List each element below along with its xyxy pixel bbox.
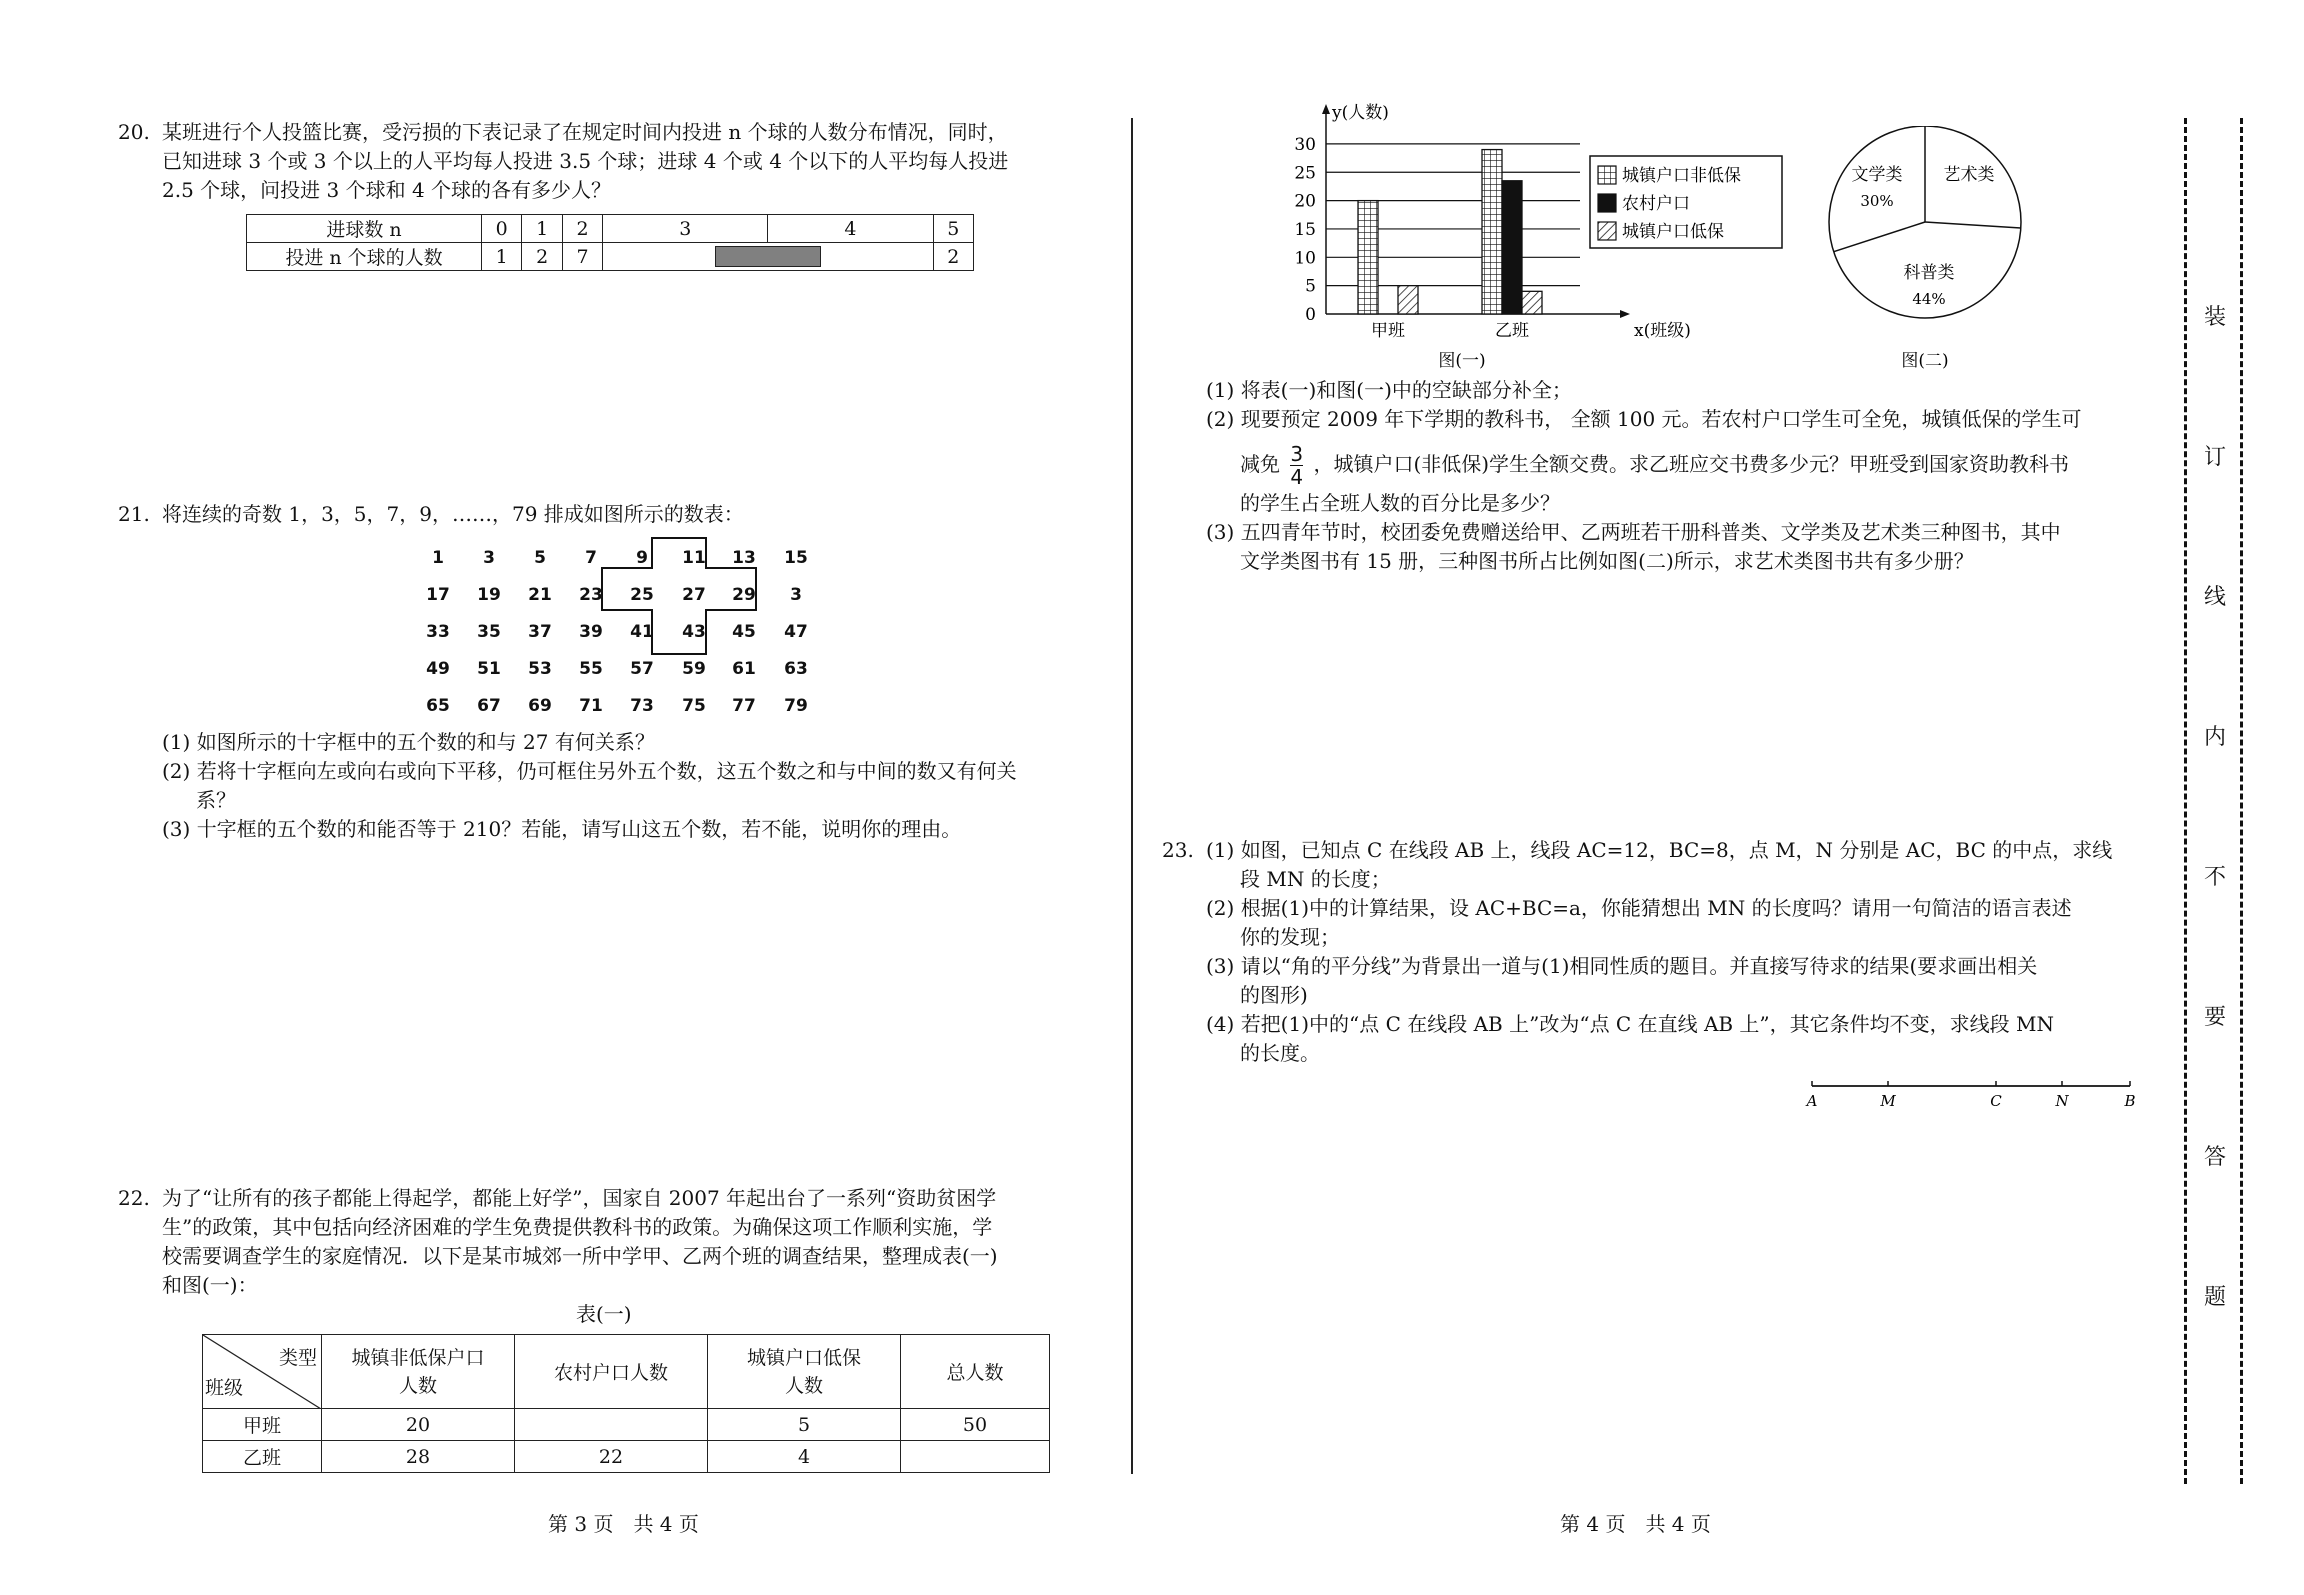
binding-char: 不 [2203, 865, 2226, 890]
table-cell: 1 [482, 243, 522, 271]
grid-number: 15 [784, 548, 808, 568]
text: ，城镇户口(非低保)学生全额交费。求乙班应交书费多少元？甲班受到国家资助教科书 [1313, 452, 2070, 476]
smudged-cell [603, 243, 933, 271]
pie-slice-value: 44% [1912, 290, 1946, 308]
page-divider [1131, 118, 1133, 1474]
page-footer-left: 第 3 页 共 4 页 [548, 1512, 699, 1536]
grid-number: 79 [784, 696, 808, 716]
grid-number: 61 [732, 659, 756, 679]
text: 减免 [1240, 452, 1280, 476]
grid-number: 9 [636, 548, 648, 568]
binding-line-right [2240, 118, 2243, 1484]
table-header: 城镇非低保户口 人数 [322, 1335, 515, 1409]
sub-question: (2) 根据(1)中的计算结果，设 AC+BC=a，你能猜想出 MN 的长度吗？请用一句简洁的语言表述 [1206, 896, 2072, 920]
sub-question: 文学类图书有 15 册，三种图书所占比例如图(二)所示，求艺术类图书共有多少册？ [1240, 549, 1974, 573]
bar [1358, 201, 1378, 314]
question-text-line: 2.5 个球，问投进 3 个球和 4 个球的各有多少人？ [162, 178, 612, 202]
question-number: 21. [118, 502, 150, 526]
question-text-line: 和图(一)： [162, 1273, 258, 1297]
grid-number: 41 [630, 622, 654, 642]
question-number: 20. [118, 120, 150, 144]
segment-point-label: C [1990, 1092, 2002, 1110]
pie-chart-figure-2 [1810, 126, 2040, 376]
legend-swatch [1598, 194, 1616, 212]
sub-question: 的长度。 [1240, 1041, 1320, 1065]
table-cell: 50 [901, 1409, 1050, 1441]
y-axis-label: y(人数) [1332, 103, 1389, 123]
sub-question: (3) 十字框的五个数的和能否等于 210？若能，请写山这五个数，若不能，说明你的理由。 [162, 817, 962, 841]
grid-number: 37 [528, 622, 552, 642]
y-tick-label: 15 [1294, 219, 1316, 240]
bar-chart-figure-1 [1280, 100, 1800, 380]
grid-number: 27 [682, 585, 706, 605]
table-cell [515, 1409, 708, 1441]
grid-number: 29 [732, 585, 756, 605]
grid-number: 71 [579, 696, 603, 716]
grid-number: 11 [682, 548, 706, 568]
fraction [1290, 443, 1303, 488]
corner-header [203, 1335, 322, 1409]
sub-question: (1) 如图，已知点 C 在线段 AB 上，线段 AC=12，BC=8，点 M，N 分别是 AC，BC 的中点，求线 [1206, 838, 2113, 862]
sub-question: 的学生占全班人数的百分比是多少？ [1240, 491, 1560, 515]
legend-label: 城镇户口非低保 [1622, 166, 1741, 186]
segment-point-label: N [2055, 1092, 2069, 1110]
question-number: 22. [118, 1186, 150, 1210]
sub-question [1240, 443, 2069, 488]
binding-line-left [2184, 118, 2187, 1484]
table-cell: 4 [768, 215, 933, 243]
grid-number: 63 [784, 659, 808, 679]
pie-slice-label: 艺术类 [1943, 165, 1995, 185]
grid-number: 53 [528, 659, 552, 679]
binding-char: 装 [2203, 305, 2226, 330]
legend-label: 城镇户口低保 [1622, 222, 1724, 242]
legend-label: 农村户口 [1622, 194, 1690, 214]
grid-number: 47 [784, 622, 808, 642]
bar [1482, 150, 1502, 314]
bar [1522, 291, 1542, 314]
table-cell: 20 [322, 1409, 515, 1441]
grid-number: 33 [426, 622, 450, 642]
table-cell: 乙班 [203, 1441, 322, 1473]
chart-title: 图(一) [1438, 351, 1486, 371]
grid-number: 25 [630, 585, 654, 605]
table-header: 农村户口人数 [515, 1335, 708, 1409]
grid-number: 3 [790, 585, 802, 605]
grid-number: 59 [682, 659, 706, 679]
table-cell: 28 [322, 1441, 515, 1473]
sub-question: (1) 将表(一)和图(一)中的空缺部分补全； [1206, 378, 1572, 402]
binding-char: 答 [2203, 1145, 2226, 1170]
cross-frame [600, 536, 762, 662]
corner-top-label: 类型 [278, 1347, 317, 1369]
segment-point-label: M [1880, 1092, 1896, 1110]
table-cell: 2 [522, 243, 562, 271]
bar [1502, 181, 1522, 314]
grid-number: 7 [585, 548, 597, 568]
y-tick-label: 20 [1294, 191, 1316, 212]
y-axis-arrow [1322, 104, 1330, 114]
sub-question: (3) 请以“角的平分线”为背景出一道与(1)相同性质的题目。并直接写待求的结果(要求画出相关 [1206, 954, 2038, 978]
y-tick-label: 30 [1294, 134, 1316, 155]
sub-question: 系？ [196, 788, 236, 812]
question-text-line: 将连续的奇数 1，3，5，7，9，……，79 排成如图所示的数表： [162, 502, 744, 526]
fraction-numerator: 3 [1290, 442, 1304, 466]
grid-number: 23 [579, 585, 603, 605]
binding-char: 内 [2203, 725, 2226, 750]
smudge-block [715, 246, 821, 267]
table-cell: 5 [708, 1409, 901, 1441]
bar [1398, 286, 1418, 314]
sub-question: 的图形) [1240, 983, 1308, 1007]
grid-number: 19 [477, 585, 501, 605]
sub-question: (4) 若把(1)中的“点 C 在线段 AB 上”改为“点 C 在直线 AB 上”，其它条件均不变，求线段 MN [1206, 1012, 2054, 1036]
grid-number: 1 [432, 548, 444, 568]
table-cell: 2 [933, 243, 973, 271]
score-table [246, 214, 974, 271]
x-tick-label: 甲班 [1371, 321, 1405, 341]
table-cell: 7 [562, 243, 602, 271]
table-cell: 1 [522, 215, 562, 243]
table-cell: 5 [933, 215, 973, 243]
segment-point-label: B [2124, 1092, 2136, 1110]
y-tick-label: 25 [1294, 163, 1316, 184]
grid-number: 77 [732, 696, 756, 716]
pie-slice-label: 文学类 [1851, 165, 1903, 185]
grid-number: 43 [682, 622, 706, 642]
x-axis-label: x(班级) [1634, 321, 1691, 341]
grid-number: 73 [630, 696, 654, 716]
grid-number: 65 [426, 696, 450, 716]
table-cell: 3 [603, 215, 768, 243]
grid-number: 13 [732, 548, 756, 568]
chart-title: 图(二) [1901, 351, 1949, 371]
grid-number: 69 [528, 696, 552, 716]
question-text-line: 某班进行个人投篮比赛，受污损的下表记录了在规定时间内投进 n 个球的人数分布情况，同时， [162, 120, 1008, 144]
table-header: 城镇户口低保 人数 [708, 1335, 901, 1409]
table-header: 进球数 n [247, 215, 482, 243]
grid-number: 39 [579, 622, 603, 642]
binding-char: 线 [2203, 585, 2226, 610]
segment-diagram [1800, 1076, 2150, 1116]
sub-question: (2) 现要预定 2009 年下学期的教科书， 全额 100 元。若农村户口学生可全免，城镇低保的学生可 [1206, 407, 2082, 431]
grid-number: 21 [528, 585, 552, 605]
sub-question: (3) 五四青年节时，校团委免费赠送给甲、乙两班若干册科普类、文学类及艺术类三种图书，其中 [1206, 520, 2061, 544]
grid-number: 5 [534, 548, 546, 568]
y-tick-label: 10 [1294, 248, 1316, 269]
segment-point-label: A [1806, 1092, 1818, 1110]
legend-swatch [1598, 222, 1616, 240]
grid-number: 35 [477, 622, 501, 642]
table-cell: 甲班 [203, 1409, 322, 1441]
grid-number: 3 [483, 548, 495, 568]
table-title: 表(一) [576, 1302, 632, 1326]
class-survey-table [202, 1334, 1050, 1473]
sub-question: 你的发现； [1240, 925, 1340, 949]
binding-char: 订 [2203, 445, 2226, 470]
table-cell: 0 [482, 215, 522, 243]
sub-question: 段 MN 的长度； [1240, 867, 1391, 891]
pie-slice-value: 30% [1860, 192, 1894, 210]
x-axis-arrow [1620, 310, 1630, 318]
grid-number: 57 [630, 659, 654, 679]
binding-char: 要 [2203, 1005, 2226, 1030]
legend-swatch [1598, 166, 1616, 184]
y-tick-label: 5 [1305, 276, 1316, 297]
binding-char: 题 [2203, 1285, 2226, 1310]
corner-bottom-label: 班级 [205, 1377, 244, 1399]
table-cell: 2 [562, 215, 602, 243]
pie-slice-label: 科普类 [1903, 263, 1955, 283]
y-tick-label: 0 [1305, 305, 1316, 325]
fraction-denominator: 4 [1290, 465, 1304, 489]
grid-number: 17 [426, 585, 450, 605]
table-header: 投进 n 个球的人数 [247, 243, 482, 271]
question-text-line: 校需要调查学生的家庭情况．以下是某市城郊一所中学甲、乙两个班的调查结果，整理成表(一) [162, 1244, 998, 1268]
table-cell: 4 [708, 1441, 901, 1473]
question-text-line: 生”的政策，其中包括向经济困难的学生免费提供教科书的政策。为确保这项工作顺利实施，学 [162, 1215, 993, 1239]
table-cell [901, 1441, 1050, 1473]
grid-number: 45 [732, 622, 756, 642]
grid-number: 49 [426, 659, 450, 679]
question-text-line: 已知进球 3 个或 3 个以上的人平均每人投进 3.5 个球；进球 4 个或 4 个以下的人平均每人投进 [162, 149, 1009, 173]
grid-number: 51 [477, 659, 501, 679]
question-number: 23. [1162, 838, 1194, 862]
grid-number: 75 [682, 696, 706, 716]
sub-question: (2) 若将十字框向左或向右或向下平移，仍可框住另外五个数，这五个数之和与中间的数又有何关 [162, 759, 1017, 783]
sub-question: (1) 如图所示的十字框中的五个数的和与 27 有何关系？ [162, 730, 655, 754]
grid-number: 55 [579, 659, 603, 679]
question-text-line: 为了“让所有的孩子都能上得起学，都能上好学”，国家自 2007 年起出台了一系列“资助贫困学 [162, 1186, 997, 1210]
table-cell: 22 [515, 1441, 708, 1473]
x-tick-label: 乙班 [1495, 321, 1529, 341]
grid-number: 67 [477, 696, 501, 716]
table-header: 总人数 [901, 1335, 1050, 1409]
page-footer-right: 第 4 页 共 4 页 [1560, 1512, 1711, 1536]
